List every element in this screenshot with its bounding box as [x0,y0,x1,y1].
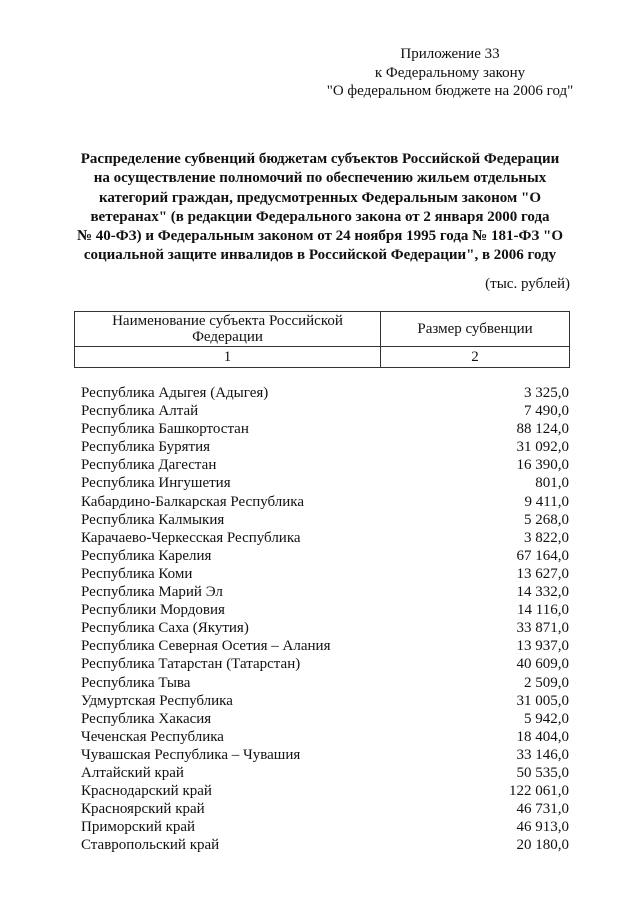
region-name: Республика Саха (Якутия) [81,620,249,637]
title-line: социальной защите инвалидов в Российской Федерации", в 2006 году [83,247,557,264]
region-name: Республика Ингушетия [81,475,231,492]
region-name: Республика Башкортостан [81,421,249,438]
subvention-amount: 3 822,0 [524,529,569,546]
subvention-amount: 3 325,0 [524,385,569,401]
table-row [81,655,569,673]
region-name: Приморский край [81,819,196,836]
region-name: Республика Карелия [81,547,212,564]
subvention-amount: 2 509,0 [524,674,569,691]
column-header-amount: Размер субвенции [381,312,570,347]
subvention-amount: 14 332,0 [516,584,569,601]
subvention-amount: 67 164,0 [516,547,569,564]
subvention-amount: 20 180,0 [516,837,569,854]
column-number-2: 2 [381,347,570,368]
table-row [81,764,569,782]
subvention-amount: 31 005,0 [516,692,569,709]
subvention-amount: 9 411,0 [524,493,569,510]
region-name: Республика Калмыкия [81,511,225,528]
region-name: Алтайский край [81,764,184,781]
subvention-amount: 50 535,0 [516,764,569,781]
region-name: Республика Северная Осетия – Алания [81,638,331,655]
subvention-amount: 33 146,0 [516,746,569,763]
table-row [81,565,569,583]
table-row [81,619,569,637]
table-row [81,728,569,746]
table-row [81,402,569,420]
table-row [81,710,569,728]
subvention-amount: 5 268,0 [524,511,569,528]
table-row [81,782,569,800]
table-row [81,547,569,565]
table-row [81,529,569,547]
subvention-amount: 46 913,0 [516,819,569,836]
region-name: Республика Бурятия [81,439,211,456]
region-name: Краснодарский край [81,783,212,800]
table-row [81,746,569,764]
table-row [81,384,569,402]
region-name: Карачаево-Черкесская Республика [81,529,301,546]
table-row [81,456,569,474]
appendix-header [280,45,620,101]
region-name: Республика Марий Эл [81,584,223,601]
region-name: Республика Хакасия [81,710,212,727]
subvention-amount: 13 627,0 [516,565,569,582]
region-name: Чувашская Республика – Чувашия [81,746,301,763]
subvention-amount: 88 124,0 [516,421,569,438]
table-row [81,438,569,456]
region-name: Ставропольский край [81,837,220,854]
appendix-law-title: "О федеральном бюджете на 2006 год" [326,83,574,99]
title-line: категорий граждан, предусмотренных Федеральным законом "О [98,189,541,206]
region-name: Удмуртская Республика [81,692,233,709]
subvention-amount: 31 092,0 [516,439,569,456]
subvention-amount: 16 390,0 [516,457,569,474]
units-label: (тыс. рублей) [485,276,570,292]
subvention-amount: 18 404,0 [516,728,569,745]
table-row [81,420,569,438]
table-row [81,692,569,710]
subvention-amount: 122 061,0 [509,783,569,800]
region-name: Республика Тыва [81,674,191,691]
title-line: ветеранах" (в редакции Федерального закона от 2 января 2000 года [90,208,550,225]
table-row [81,511,569,529]
subvention-amount: 801,0 [535,475,569,492]
title-line: на осуществление полномочий по обеспечению жильем отдельных [93,170,547,187]
region-name: Республика Коми [81,565,193,582]
subvention-amount: 5 942,0 [524,710,569,727]
subvention-amount: 7 490,0 [524,403,569,420]
region-name: Республика Дагестан [81,457,217,474]
region-name: Республика Татарстан (Татарстан) [81,656,301,673]
table-row [81,637,569,655]
title-line: Распределение субвенций бюджетам субъектов Российской Федерации [80,151,560,167]
column-header-region: Наименование субъекта Российской Федерации [75,312,381,347]
region-name: Республика Адыгея (Адыгея) [81,385,269,401]
table-row [81,836,569,854]
table-row [81,674,569,692]
subvention-amount: 13 937,0 [516,638,569,655]
table-row [81,493,569,511]
table-row [81,800,569,818]
table-body [81,384,569,854]
appendix-number: Приложение 33 [400,46,500,62]
column-number-1: 1 [75,347,381,368]
region-name: Кабардино-Балкарская Республика [81,493,305,510]
table-header [74,311,570,368]
document-title [60,150,580,266]
subvention-amount: 40 609,0 [516,656,569,673]
subvention-amount: 33 871,0 [516,620,569,637]
table-row [81,601,569,619]
title-line: № 40-ФЗ) и Федеральным законом от 24 ноября 1995 года № 181-ФЗ "О [76,228,564,245]
region-name: Красноярский край [81,801,205,818]
region-name: Республика Алтай [81,403,199,420]
table-row [81,583,569,601]
subvention-amount: 14 116,0 [517,602,569,619]
table-row [81,818,569,836]
region-name: Чеченская Республика [81,728,224,745]
region-name: Республики Мордовия [81,602,225,619]
appendix-law-ref: к Федеральному закону [374,64,526,81]
table-row [81,474,569,492]
subvention-amount: 46 731,0 [516,801,569,818]
